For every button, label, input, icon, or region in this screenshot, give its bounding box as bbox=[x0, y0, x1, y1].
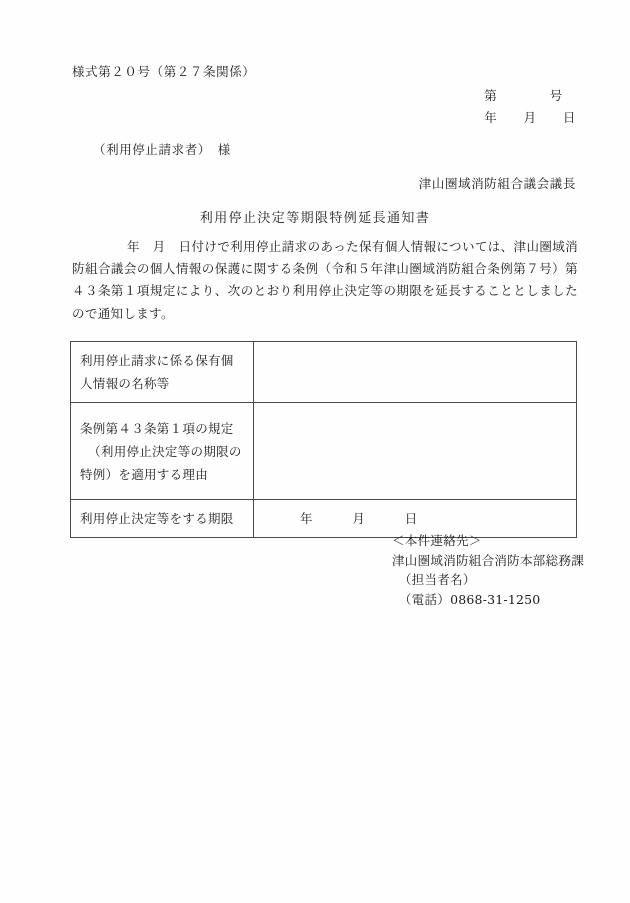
table-row-value[interactable] bbox=[254, 403, 577, 500]
label-line: 人情報の名称等 bbox=[80, 376, 170, 391]
issuer-line: 津山圏域消防組合議会議長 bbox=[418, 176, 576, 191]
label-line: 利用停止請求に係る保有個 bbox=[80, 353, 234, 368]
contact-heading: ＜本件連絡先＞ bbox=[392, 533, 482, 548]
label-line: （利用停止決定等の期限の bbox=[88, 443, 242, 459]
contact-department: 津山圏域消防組合消防本部総務課 bbox=[392, 552, 585, 568]
page-title: 利用停止決定等期限特例延長通知書 bbox=[199, 211, 431, 226]
label-line: 特例）を適用する理由 bbox=[80, 466, 209, 482]
contact-telephone bbox=[392, 590, 584, 610]
table-row-label bbox=[71, 500, 254, 538]
table-row bbox=[71, 403, 577, 500]
table-row-value[interactable] bbox=[254, 342, 577, 403]
deadline-date-value: 年 月 日 bbox=[300, 511, 418, 526]
body-paragraph: 年 月 日付けで利用停止請求のあった保有個人情報については、津山圏域消防組合議会の個人情報の保護に関する条例（令和５年津山圏域消防組合条例第７号）第４３条第１項規定により、次のとおり利用停止決定等の期限を延長することとしましたので通知します。 bbox=[72, 239, 578, 321]
addressee-line: （利用停止請求者） 様 bbox=[93, 142, 231, 157]
notice-table bbox=[70, 341, 577, 538]
contact-person: （担当者名） bbox=[398, 572, 476, 587]
document-meta-block bbox=[484, 85, 576, 129]
contact-telephone-label: （電話） bbox=[398, 591, 451, 607]
table-row-label bbox=[71, 342, 254, 403]
contact-telephone-number: 0868-31-1250 bbox=[450, 591, 541, 607]
form-number: 様式第２０号（第２７条関係） bbox=[72, 64, 256, 79]
label-line: 条例第４３条第１項の規定 bbox=[80, 420, 234, 436]
document-date-line: 年 月 日 bbox=[484, 110, 576, 125]
contact-block bbox=[392, 531, 584, 609]
label-line: 利用停止決定等をする期限 bbox=[80, 511, 234, 526]
document-number-line: 第 号 bbox=[484, 88, 563, 103]
table-row bbox=[71, 342, 577, 403]
table-row-label bbox=[71, 403, 254, 500]
